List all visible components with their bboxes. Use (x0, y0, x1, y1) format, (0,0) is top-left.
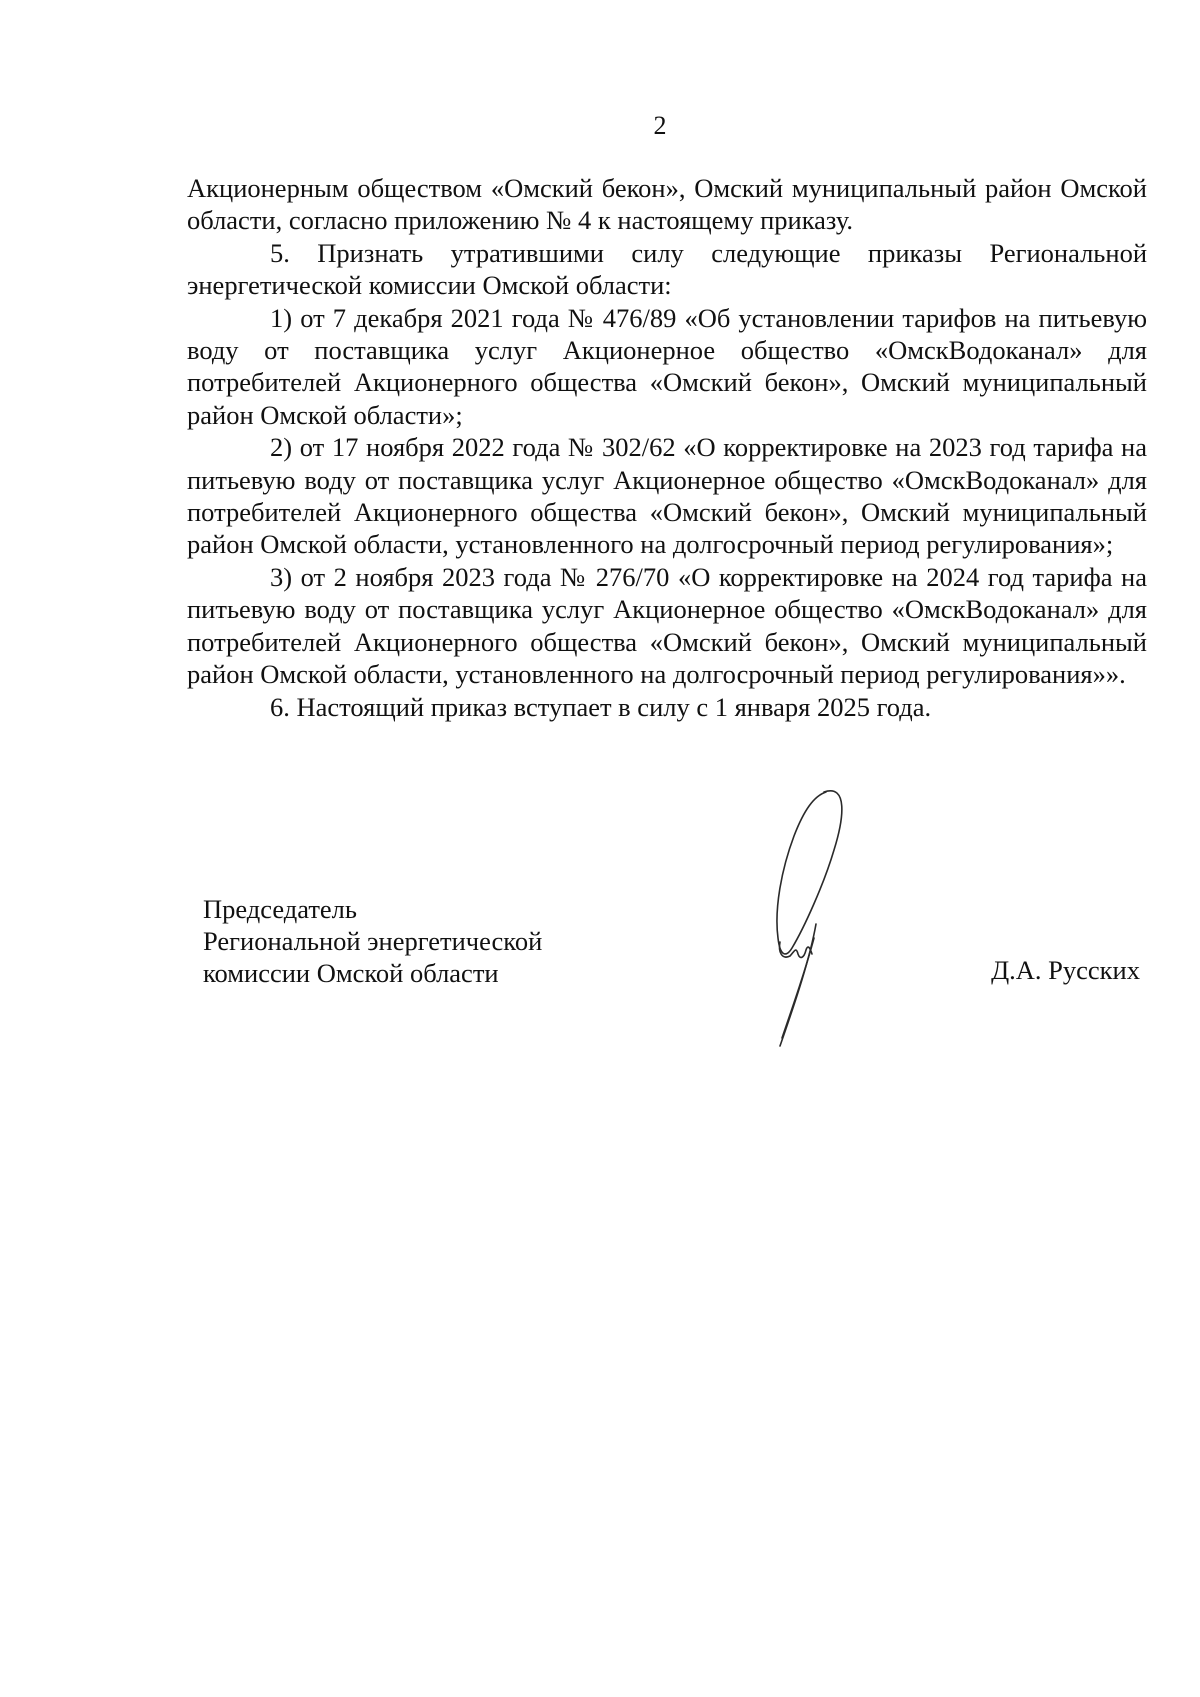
position-line-1: Председатель (203, 894, 357, 924)
handwritten-signature (752, 788, 872, 1048)
position-line-2: Региональной энергетической (203, 926, 543, 956)
signature-loop (777, 791, 842, 954)
signatory-name: Д.А. Русских (991, 955, 1140, 985)
paragraph-item-5: 5. Признать утратившими силу следующие приказы Региональной энергетической комиссии Омской области: (187, 237, 1147, 301)
paragraph-item-6: 6. Настоящий приказ вступает в силу с 1 января 2025 года. (270, 691, 932, 722)
paragraph-subitem-2: 2) от 17 ноября 2022 года № 302/62 «О корректировке на 2023 год тарифа на питьевую воду от поставщика услуг Акционерное общество «ОмскВодоканал» для потребителей Акционерного общества «Омский бекон», Омский муниципальный район Омской области, установленного на долгосрочный период регулирования»; (187, 432, 1147, 560)
position-line-3: комиссии Омской области (203, 958, 499, 988)
paragraph-continuation: Акционерным обществом «Омский бекон», Омский муниципальный район Омской области, согласно приложению № 4 к настоящему приказу. (187, 173, 1147, 236)
page-number: 2 (653, 111, 667, 140)
document-body (187, 172, 1147, 723)
paragraph-subitem-1: 1) от 7 декабря 2021 года № 476/89 «Об установлении тарифов на питьевую воду от поставщика услуг Акционерное общество «ОмскВодоканал» для потребителей Акционерного общества «Омский бекон», Омский муниципальный район Омской области»; (187, 302, 1147, 430)
signature-tail (779, 942, 812, 957)
signatory-position (203, 893, 542, 989)
paragraph-subitem-3: 3) от 2 ноября 2023 года № 276/70 «О корректировке на 2024 год тарифа на питьевую воду от поставщика услуг Акционерное общество «ОмскВодоканал» для потребителей Акционерного общества «Омский бекон», Омский муниципальный район Омской области, установленного на долгосрочный период регулирования»». (187, 561, 1147, 690)
